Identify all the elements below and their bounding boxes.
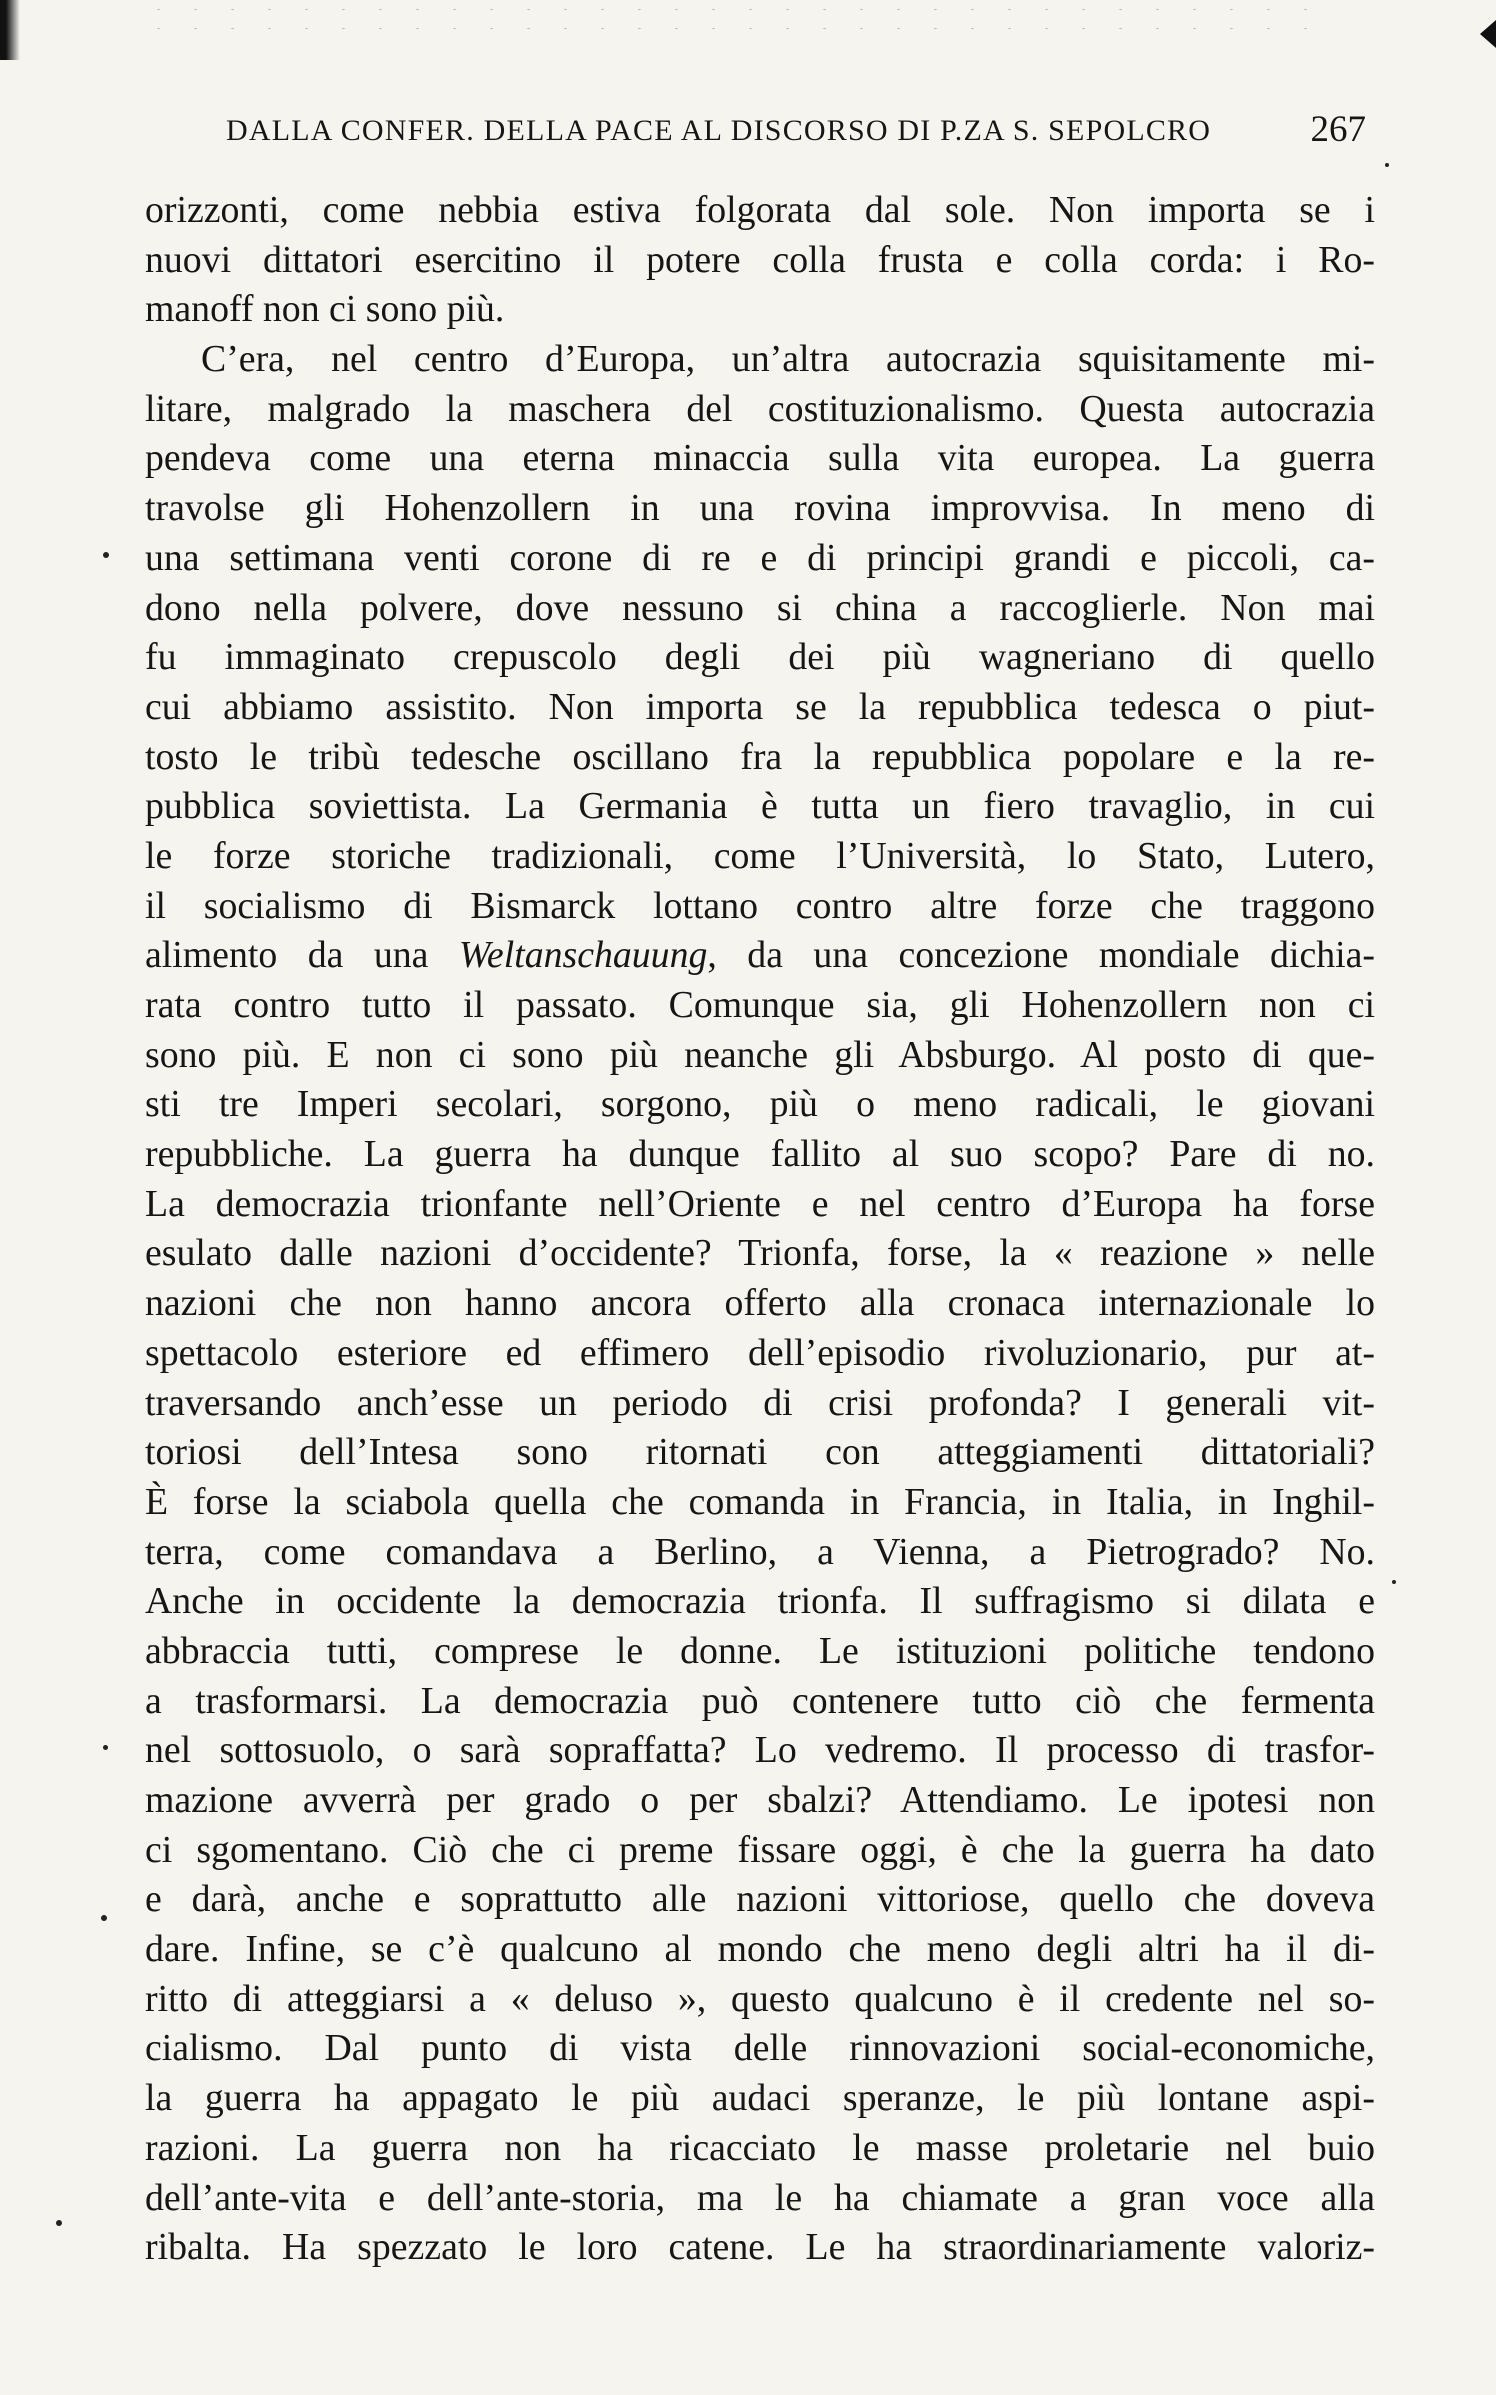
scan-dot <box>1392 1580 1396 1584</box>
text-line: terra, come comandava a Berlino, a Vienna, a Pietrogrado? No. <box>145 1530 1375 1573</box>
running-header <box>226 108 1366 158</box>
text-line: pendeva come una eterna minaccia sulla vita europea. La guerra <box>145 437 1375 480</box>
text-line: sti tre Imperi secolari, sorgono, più o meno radicali, le giovani <box>145 1083 1375 1126</box>
text-line: ribalta. Ha spezzato le loro catene. Le ha straordinariamente valoriz- <box>145 2226 1375 2269</box>
text-line: tosto le tribù tedesche oscillano fra la repubblica popolare e la re- <box>145 735 1375 778</box>
scan-dot <box>103 1745 108 1750</box>
text-line: il socialismo di Bismarck lottano contro altre forze che traggono <box>145 884 1375 927</box>
text-fragment: alimento da una <box>145 934 459 977</box>
text-fragment: , da una concezione mondiale dichia- <box>707 934 1375 977</box>
page-number: 267 <box>1310 109 1366 150</box>
text-line: nazioni che non hanno ancora offerto alla cronaca internazionale lo <box>145 1282 1375 1325</box>
text-line: e darà, anche e soprattutto alle nazioni vittoriose, quello che doveva <box>145 1878 1375 1921</box>
text-line: dare. Infine, se c’è qualcuno al mondo che meno degli altri ha il di- <box>145 1928 1375 1971</box>
scan-edge-mark <box>0 0 20 60</box>
scan-edge-mark-right <box>1480 20 1496 48</box>
text-line: una settimana venti corone di re e di principi grandi e piccoli, ca- <box>145 536 1375 579</box>
running-title: DALLA CONFER. DELLA PACE AL DISCORSO DI P.ZA S. SEPOLCRO <box>226 114 1212 147</box>
italic-term: Weltanschauung <box>458 934 708 977</box>
text-line: dono nella polvere, dove nessuno si china a raccoglierle. Non mai <box>145 586 1375 629</box>
text-line: fu immaginato crepuscolo degli dei più wagneriano di quello <box>145 636 1375 679</box>
text-line: spettacolo esteriore ed effimero dell’episodio rivoluzionario, pur at- <box>145 1331 1375 1374</box>
text-line: esulato dalle nazioni d’occidente? Trionfa, forse, la « reazione » nelle <box>145 1232 1375 1275</box>
text-line: sono più. E non ci sono più neanche gli Absburgo. Al posto di que- <box>145 1033 1375 1076</box>
text-line: ritto di atteggiarsi a « deluso », questo qualcuno è il credente nel so- <box>145 1977 1375 2020</box>
text-line: ci sgomentano. Ciò che ci preme fissare oggi, è che la guerra ha dato <box>145 1828 1375 1871</box>
body-text <box>145 186 1375 2273</box>
text-line: toriosi dell’Intesa sono ritornati con atteggiamenti dittatoriali? <box>145 1431 1375 1474</box>
scan-dot <box>56 2220 62 2226</box>
text-line: mazione avverrà per grado o per sbalzi? Attendiamo. Le ipotesi non <box>145 1779 1375 1821</box>
text-line: le forze storiche tradizionali, come l’Università, lo Stato, Lutero, <box>145 834 1375 877</box>
text-line: C’era, nel centro d’Europa, un’altra autocrazia squisitamente mi- <box>201 338 1375 381</box>
text-line: travolse gli Hohenzollern in una rovina improvvisa. In meno di <box>145 487 1375 530</box>
text-line: a trasformarsi. La democrazia può contenere tutto ciò che fermenta <box>145 1679 1375 1722</box>
text-line: repubbliche. La guerra ha dunque fallito al suo scopo? Pare di no. <box>145 1133 1375 1176</box>
text-line-with-italic <box>145 931 1375 981</box>
text-line: pubblica soviettista. La Germania è tutta un fiero travaglio, in cui <box>145 785 1375 828</box>
text-line: orizzonti, come nebbia estiva folgorata dal sole. Non importa se i <box>145 189 1375 231</box>
text-line: litare, malgrado la maschera del costituzionalismo. Questa autocrazia <box>145 387 1375 430</box>
scan-dot <box>1385 163 1389 167</box>
scan-dot <box>103 552 109 558</box>
scan-dot <box>101 1915 107 1921</box>
text-line: Anche in occidente la democrazia trionfa. Il suffragismo si dilata e <box>145 1580 1375 1623</box>
text-line: manoff non ci sono più. <box>145 288 505 331</box>
text-line: dell’ante-vita e dell’ante-storia, ma le ha chiamate a gran voce alla <box>145 2176 1375 2219</box>
text-line: cialismo. Dal punto di vista delle rinnovazioni social-economiche, <box>145 2027 1375 2070</box>
text-line: cui abbiamo assistito. Non importa se la repubblica tedesca o piut- <box>145 685 1375 728</box>
text-line: rata contro tutto il passato. Comunque sia, gli Hohenzollern non ci <box>145 984 1375 1026</box>
text-line: È forse la sciabola quella che comanda in Francia, in Italia, in Inghil- <box>145 1480 1375 1523</box>
scan-speckle <box>140 0 1340 40</box>
text-line: abbraccia tutti, comprese le donne. Le istituzioni politiche tendono <box>145 1629 1375 1672</box>
text-line: razioni. La guerra non ha ricacciato le masse proletarie nel buio <box>145 2126 1375 2169</box>
text-line: nel sottosuolo, o sarà sopraffatta? Lo vedremo. Il processo di trasfor- <box>145 1729 1375 1772</box>
text-line: La democrazia trionfante nell’Oriente e nel centro d’Europa ha forse <box>145 1182 1375 1225</box>
text-line: traversando anch’esse un periodo di crisi profonda? I generali vit- <box>145 1381 1375 1424</box>
text-line: nuovi dittatori esercitino il potere colla frusta e colla corda: i Ro- <box>145 238 1375 281</box>
text-line: la guerra ha appagato le più audaci speranze, le più lontane aspi- <box>145 2077 1375 2120</box>
